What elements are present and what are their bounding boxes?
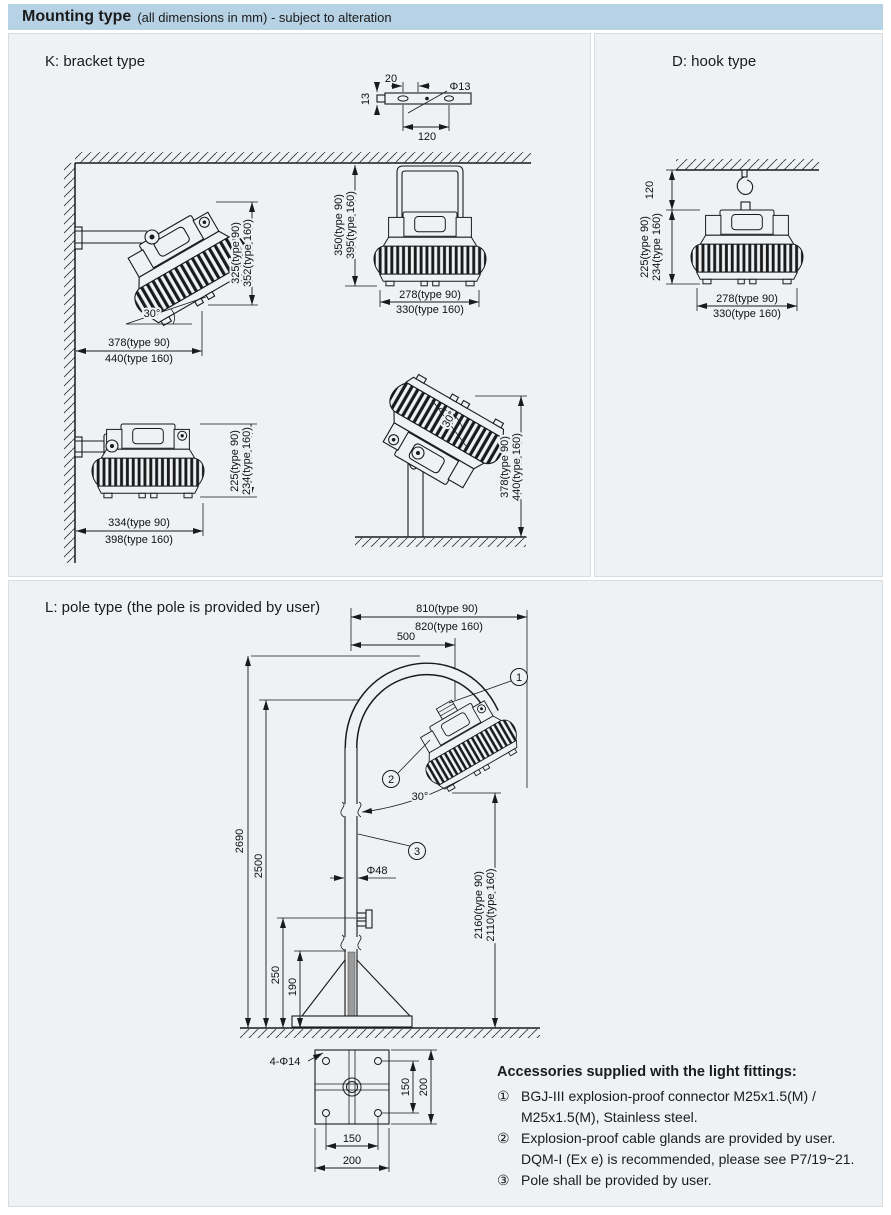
- dim-pole-lamp-h160: 2110(type 160): [485, 868, 497, 942]
- accessory-item-2: [497, 1128, 881, 1170]
- accessory-3-line1: Pole shall be provided by user.: [521, 1172, 712, 1188]
- dim-vertical-v160: 395(type 160): [345, 191, 357, 259]
- dim-pole-top-w90: 810(type 90): [416, 603, 478, 615]
- dim-plate-20: 20: [384, 73, 398, 85]
- bracket-plate-drawing: [360, 73, 471, 143]
- dim-plate-dia13: Φ13: [449, 81, 471, 93]
- dim-hook-drop: 120: [644, 180, 656, 200]
- dim-plate-120: 120: [417, 131, 437, 143]
- dim-base-h150: 150: [342, 1133, 362, 1145]
- lamp-vertical: [374, 212, 486, 286]
- dim-hook-h90: 278(type 90): [716, 293, 778, 305]
- accessory-2-number: ②: [497, 1130, 510, 1146]
- callout-2: 2: [387, 774, 395, 786]
- dim-tilted-angle: 30°: [143, 308, 161, 320]
- dim-vertical-v90: 350(type 90): [333, 194, 345, 256]
- callout-3: 3: [413, 846, 421, 858]
- dim-vertical-h160: 330(type 160): [396, 304, 464, 316]
- dim-floor-v160: 440(type 160): [511, 433, 523, 501]
- dim-base-v200: 200: [418, 1077, 430, 1097]
- dim-vertical-h90: 278(type 90): [399, 289, 461, 301]
- dim-hook-h160: 330(type 160): [713, 308, 781, 320]
- bracket-tilted-drawing: [75, 199, 260, 365]
- bracket-horizontal-drawing: [75, 424, 257, 546]
- accessory-3-number: ③: [497, 1172, 510, 1188]
- dim-pole-dia: Φ48: [366, 865, 388, 877]
- lamp-floor: [366, 368, 515, 501]
- callout-1: 1: [515, 672, 523, 684]
- dim-hook-v90: 225(type 90): [639, 216, 651, 278]
- page-title: Mounting type: [22, 8, 132, 25]
- accessory-1-number: ①: [497, 1088, 510, 1104]
- dim-horizontal-h160: 398(type 160): [105, 534, 173, 546]
- dim-pole-gusset-h: 190: [287, 977, 299, 997]
- pole-type-label: L: pole type (the pole is provided by user): [45, 599, 321, 616]
- dim-pole-reach: 500: [396, 631, 416, 643]
- dim-tilted-h90: 378(type 90): [108, 337, 170, 349]
- base-plate-drawing: [270, 1050, 437, 1172]
- dim-tilted-v90: 325(type 90): [230, 222, 242, 284]
- dim-pole-bolt-h: 250: [270, 965, 282, 985]
- bracket-vertical-drawing: [333, 165, 486, 316]
- accessory-item-1: [497, 1086, 881, 1128]
- accessory-2-line2: DQM-I (Ex e) is recommended, please see P7/19~21.: [521, 1151, 855, 1167]
- accessory-1-line2: M25x1.5(M), Stainless steel.: [521, 1109, 698, 1125]
- dim-hook-v160: 234(type 160): [651, 213, 663, 281]
- dim-base-v150: 150: [400, 1077, 412, 1097]
- bracket-floor-drawing: [355, 368, 527, 547]
- dim-pole-height-total: 2690: [234, 828, 246, 854]
- dim-base-h200: 200: [342, 1155, 362, 1167]
- dim-pole-lamp-h90: 2160(type 90): [473, 871, 485, 939]
- hook-type-label: D: hook type: [672, 53, 757, 70]
- lamp-hook: [691, 210, 803, 284]
- dim-horizontal-v160: 234(type 160): [241, 427, 253, 495]
- accessories-block: [497, 1064, 881, 1191]
- dim-pole-top-w160: 820(type 160): [415, 621, 483, 633]
- dim-tilted-h160: 440(type 160): [105, 353, 173, 365]
- dim-pole-angle: 30°: [411, 791, 429, 803]
- hook-drawing: [639, 159, 819, 320]
- lamp-pole: [401, 680, 526, 797]
- dim-floor-v90: 378(type 90): [499, 436, 511, 498]
- accessory-item-3: [497, 1170, 881, 1191]
- accessory-2-line1: Explosion-proof cable glands are provided by user.: [521, 1130, 836, 1146]
- lamp-horizontal: [92, 424, 204, 498]
- accessory-1-line1: BGJ-III explosion-proof connector M25x1.5(M) /: [521, 1088, 816, 1104]
- bracket-type-label: K: bracket type: [45, 53, 146, 70]
- dim-horizontal-h90: 334(type 90): [108, 517, 170, 529]
- dim-tilted-v160: 352(type 160): [242, 219, 254, 287]
- dim-floor-angle: 30°: [440, 409, 459, 430]
- dim-horizontal-v90: 225(type 90): [229, 430, 241, 492]
- hook-icon: [737, 177, 752, 194]
- dim-base-holes: 4-Φ14: [269, 1056, 301, 1068]
- dim-pole-height-mount: 2500: [253, 853, 265, 879]
- dim-plate-13: 13: [360, 92, 372, 106]
- page-subtitle: (all dimensions in mm) - subject to alteration: [137, 9, 392, 25]
- accessories-heading: Accessories supplied with the light fittings:: [497, 1064, 797, 1080]
- pole-drawing: [234, 603, 540, 1038]
